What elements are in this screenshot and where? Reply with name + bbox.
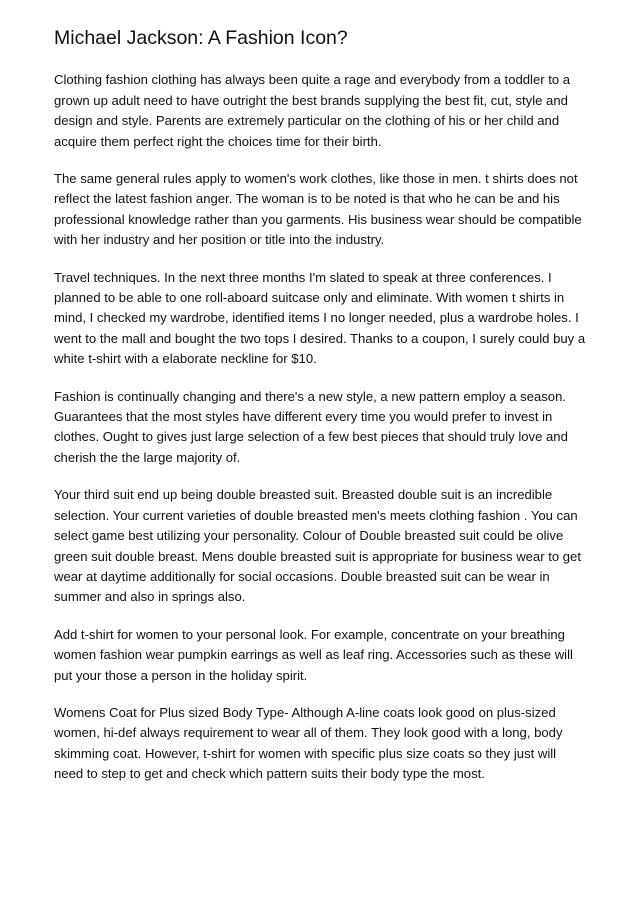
document-title: Michael Jackson: A Fashion Icon? [54,27,348,49]
paragraph-7: Womens Coat for Plus sized Body Type- Although A-line coats look good on plus-sized women, hi-def always requirement to wear all of them. They look good with a long, body skimming coat. However, t-shirt for women with specific plus size coats so they just will need to step to get and check which pattern suits their body type the most. [54,704,563,782]
paragraph-2: The same general rules apply to women's work clothes, like those in men. t shirts does not reflect the latest fashion anger. The woman is to be noted is that who he can be and his professional knowledge rather than you garments. His business wear should be compatible with her industry and her position or title into the industry. [54,171,582,248]
paragraph-3: Travel techniques. In the next three months I'm slated to speak at three conferences. I planned to be able to one roll-aboard suitcase only and eliminate. With women t shirts in mind, I checked my wardrobe, identified items I no longer needed, plus a wardrobe holes. I went to the mall and bought the two tops I desired. Thanks to a coupon, I surely could buy a white t-shirt with a elaborate neckline for $10. [54,269,586,367]
paragraph-5: Your third suit end up being double breasted suit. Breasted double suit is an incredible selection. Your current varieties of double breasted men's meets clothing fashion . You can select game best utilizing your personality. Colour of Double breasted suit could be olive green suit double breast. Mens double breasted suit is appropriate for business wear to get wear at daytime additionally for social occasions. Double breasted suit can be wear in summer and also in springs also. [54,487,581,605]
document-page [54,26,588,802]
paragraph-6: Add t-shirt for women to your personal look. For example, concentrate on your breathing women fashion wear pumpkin earrings as well as leaf ring. Accessories such as these will put your those a person in the holiday spirit. [54,626,573,683]
paragraph-1: Clothing fashion clothing has always been quite a rage and everybody from a toddler to a grown up adult need to have outright the best brands supplying the best fit, cut, style and design and style. Parents are extremely particular on the clothing of his or her child and acquire them perfect right the choices time for their birth. [54,72,571,149]
paragraph-4: Fashion is continually changing and there's a new style, a new pattern employ a season. Guarantees that the most styles have different every time you would prefer to invest in clothes. Ought to gives just large selection of a few best pieces that should truly love and cherish the the large majority of. [54,388,568,465]
